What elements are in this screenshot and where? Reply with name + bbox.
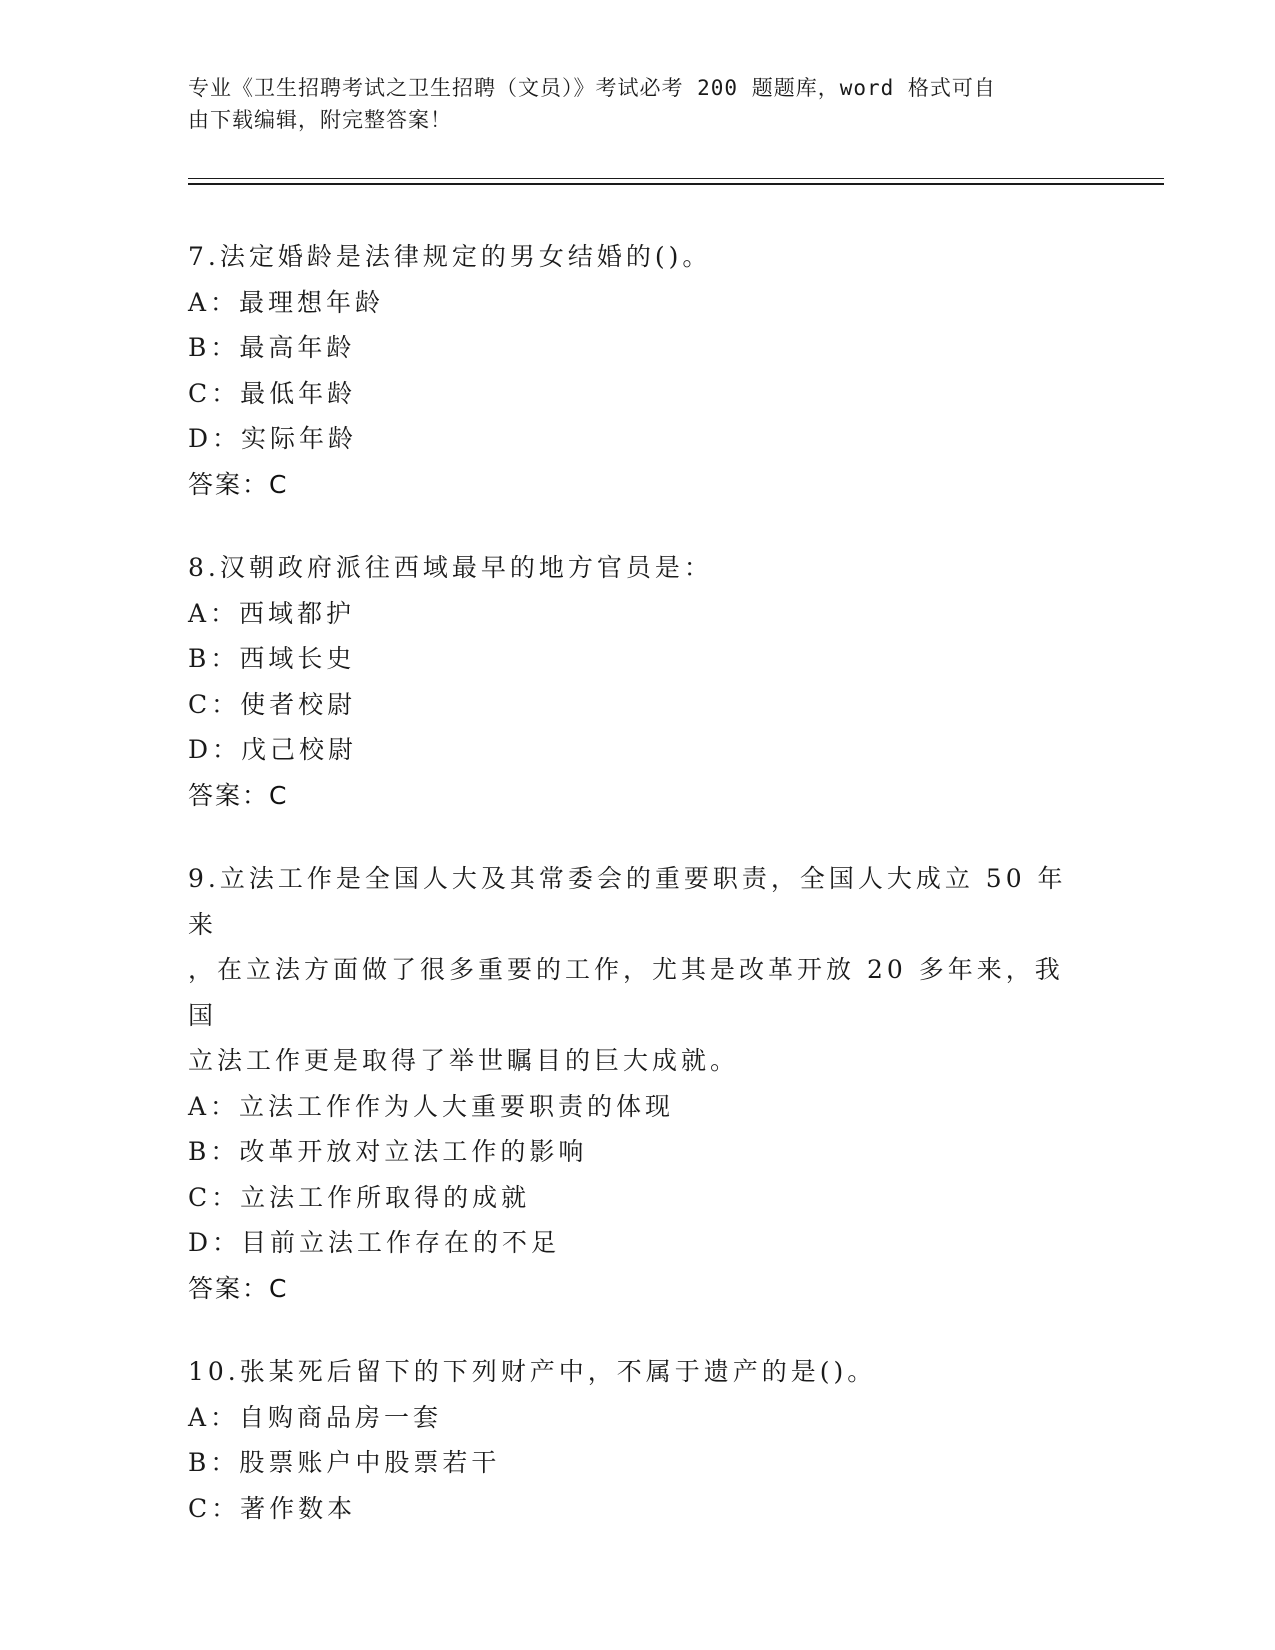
answer-line: 答案：C <box>188 780 289 810</box>
option-d: D：目前立法工作存在的不足 <box>188 1228 561 1257</box>
option-c: C：著作数本 <box>188 1493 357 1523</box>
option-c: C：最低年龄 <box>188 378 357 408</box>
option-d: D：戊己校尉 <box>188 735 358 764</box>
question-stem: 8.汉朝政府派往西域最早的地方官员是： <box>188 553 713 582</box>
question-stem-line-3: 立法工作更是取得了举世瞩目的巨大成就。 <box>188 1046 740 1075</box>
question-stem: 10.张某死后留下的下列财产中，不属于遗产的是()。 <box>188 1357 877 1386</box>
option-a: A：最理想年龄 <box>188 287 385 317</box>
question-list <box>188 234 1088 1569</box>
question-9 <box>188 856 1088 1311</box>
option-c: C：立法工作所取得的成就 <box>188 1182 531 1212</box>
option-c: C：使者校尉 <box>188 689 357 719</box>
question-8 <box>188 545 1088 818</box>
option-b: B：最高年龄 <box>188 333 356 362</box>
header-divider-bottom <box>188 183 1164 185</box>
option-d: D：实际年龄 <box>188 424 358 453</box>
option-b: B：股票账户中股票若干 <box>188 1448 501 1477</box>
question-10 <box>188 1349 1088 1531</box>
option-a: A：自购商品房一套 <box>188 1402 443 1432</box>
option-b: B：西域长史 <box>188 644 356 673</box>
header-intro-line-1: 专业《卫生招聘考试之卫生招聘（文员）》考试必考 200 题题库，word 格式可自 <box>188 76 996 100</box>
answer-line: 答案：C <box>188 469 289 499</box>
option-b: B：改革开放对立法工作的影响 <box>188 1137 588 1166</box>
document-header <box>188 72 1078 136</box>
question-stem-line-1: 9.立法工作是全国人大及其常委会的重要职责，全国人大成立 50 年来 <box>188 864 1067 939</box>
question-7 <box>188 234 1088 507</box>
option-a: A：立法工作作为人大重要职责的体现 <box>188 1091 675 1121</box>
header-divider-top <box>188 178 1164 179</box>
option-a: A：西域都护 <box>188 598 356 628</box>
answer-line: 答案：C <box>188 1273 289 1303</box>
question-stem: 7.法定婚龄是法律规定的男女结婚的()。 <box>188 242 712 271</box>
question-stem-line-2: ，在立法方面做了很多重要的工作，尤其是改革开放 20 多年来，我国 <box>188 955 1064 1030</box>
header-intro-line-2: 由下载编辑，附完整答案！ <box>188 108 452 132</box>
